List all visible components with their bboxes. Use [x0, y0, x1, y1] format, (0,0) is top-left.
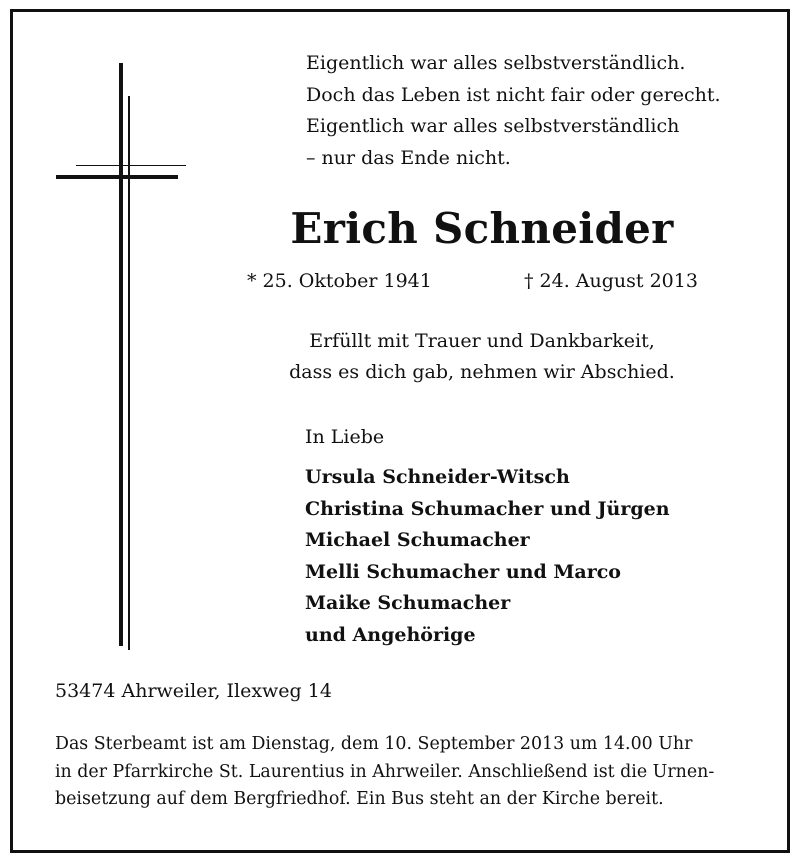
family-member: Ursula Schneider-Witsch	[305, 466, 570, 488]
poem-line: Doch das Leben ist nicht fair oder gerecht.	[306, 83, 721, 106]
poem-line: Eigentlich war alles selbstverständlich.	[306, 52, 686, 74]
birth-date: * 25. Oktober 1941	[247, 270, 432, 292]
cross-horizontal-bar-thick	[56, 175, 178, 179]
poem-verse	[306, 48, 721, 174]
poem-line: Eigentlich war alles selbstverständlich	[306, 115, 680, 137]
service-line: beisetzung auf dem Bergfriedhof. Ein Bus steht an der Kirche bereit.	[55, 789, 664, 809]
cross-horizontal-bar-thin	[76, 165, 186, 166]
family-member: Christina Schumacher und Jürgen	[305, 497, 670, 520]
family-member: Maike Schumacher	[305, 592, 511, 614]
family-members-list	[305, 462, 670, 651]
funeral-service-info	[55, 731, 770, 814]
deceased-name: Erich Schneider	[290, 204, 674, 253]
service-line: in der Pfarrkirche St. Laurentius in Ahrweiler. Anschließend ist die Urnen-	[55, 761, 715, 782]
family-member: und Angehörige	[305, 623, 476, 646]
mourning-address: 53474 Ahrweiler, Ilexweg 14	[55, 680, 332, 702]
mourning-line: Erfüllt mit Trauer und Dankbarkeit,	[309, 330, 655, 352]
mourning-text	[0, 326, 800, 388]
family-member: Michael Schumacher	[305, 529, 530, 551]
poem-line: – nur das Ende nicht.	[306, 146, 511, 169]
mourning-line: dass es dich gab, nehmen wir Abschied.	[289, 361, 675, 383]
family-member: Melli Schumacher und Marco	[305, 560, 621, 583]
death-date: † 24. August 2013	[524, 270, 698, 292]
family-intro: In Liebe	[305, 426, 385, 448]
service-line: Das Sterbeamt ist am Dienstag, dem 10. September 2013 um 14.00 Uhr	[55, 734, 693, 754]
